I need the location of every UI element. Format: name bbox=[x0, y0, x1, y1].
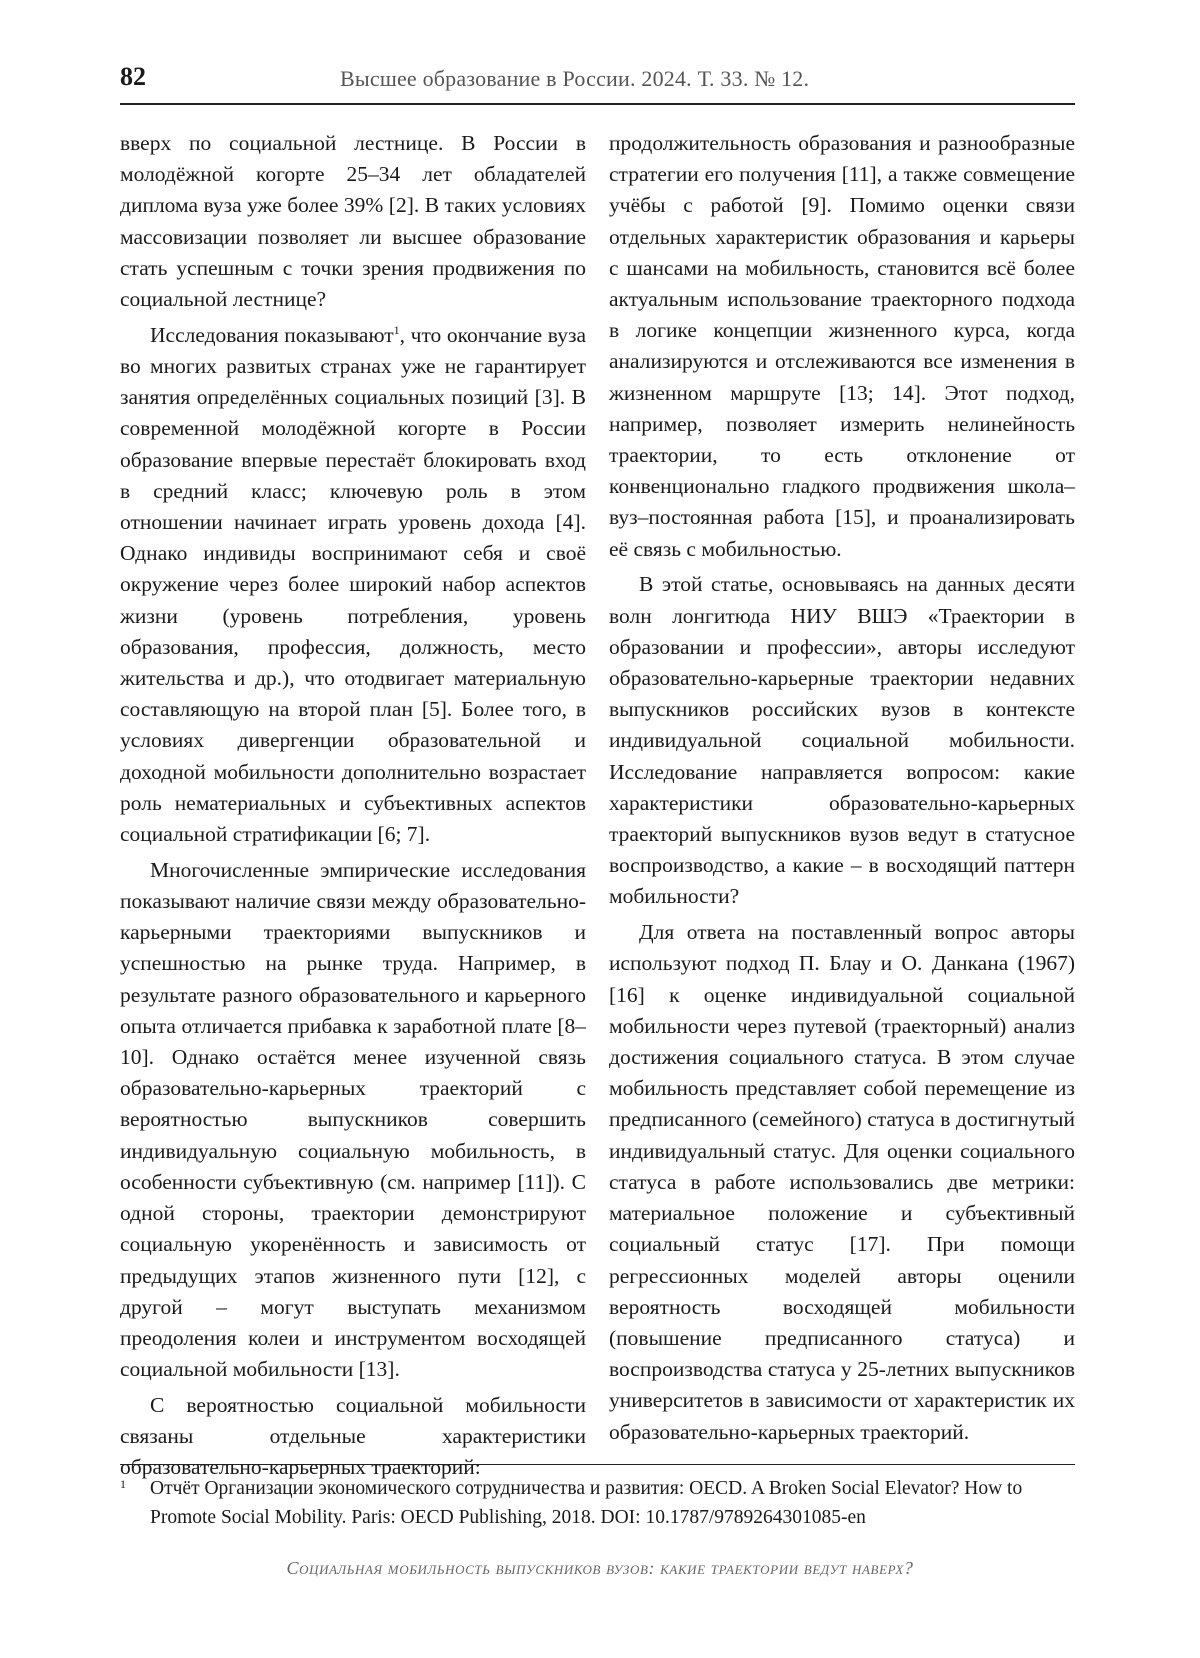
left-column bbox=[120, 128, 586, 1488]
paragraph: Многочисленные эмпирические исследования показывают наличие связи между образовательно-карьерными траекториями выпускников и успешностью на рынке труда. Например, в результате разного образовательного и карьерного опыта отличается прибавка к заработной плате [8–10]. Однако остаётся менее изученной связь образовательно-карьерных траекторий с вероятностью выпускников совершить индивидуальную социальную мобильность, в особенности субъективную (см. например [11]). С одной стороны, траектории демонстрируют социальную укоренённость и зависимость от предыдущих этапов жизненного пути [12], с другой – могут выступать механизмом преодоления колеи и инструментом восходящей социальной мобильности [13]. bbox=[120, 857, 586, 1382]
footnote bbox=[120, 1474, 1075, 1532]
paragraph-text: , что окончание вуза во многих развитых странах уже не гарантирует занятия определённых социальных позиций [3]. В современной молодёжной когорте в России образование впервые перестаёт блокировать вход в средний класс; ключевую роль в этом отношении начинает играть уровень дохода [4]. Однако индивиды воспринимают себя и своё окружение через более широкий набор аспектов жизни (уровень потребления, уровень образования, профессия, должность, место жительства и др.), что отодвигает материальную составляющую на второй план [5]. Более того, в условиях дивергенции образовательной и доходной мобильности дополнительно возрастает роль нематериальных и субъективных аспектов социальной стратификации [6; 7]. bbox=[120, 322, 586, 847]
journal-running-header: Высшее образование в России. 2024. Т. 33. № 12. bbox=[340, 66, 810, 91]
paragraph-text: Исследования показывают bbox=[150, 322, 394, 347]
paragraph: вверх по социальной лестнице. В России в молодёжной когорте 25–34 лет обладателей диплома вуза уже более 39% [2]. В таких условиях массовизации позволяет ли высшее образование стать успешным с точки зрения продвижения по социальной лестнице? bbox=[120, 131, 586, 312]
footnote-reference[interactable]: 1 bbox=[393, 322, 400, 337]
footnote-mark: 1 bbox=[120, 1477, 126, 1491]
paragraph: В этой статье, основываясь на данных десяти волн лонгитюда НИУ ВШЭ «Траектории в образовании и профессии», авторы исследуют образовательно-карьерные траектории недавних выпускников российских вузов в контексте индивидуальной социальной мобильности. Исследование направляется вопросом: какие характеристики образовательно-карьерных траекторий выпускников вузов ведут в статусное воспроизводство, а какие – в восходящий паттерн мобильности? bbox=[609, 572, 1075, 909]
footnote-text: Отчёт Организации экономического сотрудничества и развития: OECD. A Broken Social Elevator? How to Promote Social Mobility. Paris: OECD Publishing, 2018. DOI: 10.1787/9789264301085-en bbox=[150, 1478, 1023, 1528]
paragraph bbox=[120, 320, 586, 850]
right-column bbox=[609, 128, 1075, 1452]
header-rule bbox=[120, 103, 1075, 105]
article-running-title: Социальная мобильность выпускников вузов: какие траектории ведут наверх? bbox=[286, 1558, 914, 1578]
footnote-rule bbox=[120, 1464, 1075, 1465]
paragraph: Для ответа на поставленный вопрос авторы используют подход П. Блау и О. Данкана (1967) [16] к оценке индивидуальной социальной мобильности через путевой (траекторный) анализ достижения социального статуса. В этом случае мобильность представляет собой перемещение из предписанного (семейного) статуса в достигнутый индивидуальный статус. Для оценки социального статуса в работе использовались две метрики: материальное положение и субъективный социальный статус [17]. При помощи регрессионных моделей авторы оценили вероятность восходящей мобильности (повышение предписанного статуса) и воспроизводства статуса у 25-летних выпускников университетов в зависимости от характеристик их образовательно-карьерных траекторий. bbox=[609, 920, 1075, 1444]
paragraph: С вероятностью социальной мобильности связаны отдельные характеристики образовательно-карьерных траекторий: bbox=[120, 1392, 586, 1480]
paragraph: продолжительность образования и разнообразные стратегии его получения [11], а также совмещение учёбы с работой [9]. Помимо оценки связи отдельных характеристик образования и карьеры с шансами на мобильность, становится всё более актуальным использование траекторного подхода в логике концепции жизненного курса, когда анализируются и отслеживаются все изменения в жизненном маршруте [13; 14]. Этот подход, например, позволяет измерить нелинейность траектории, то есть отклонение от конвенционально гладкого продвижения школа–вуз–постоянная работа [15], и проанализировать её связь с мобильностью. bbox=[609, 131, 1075, 561]
page-number: 82 bbox=[120, 62, 146, 91]
